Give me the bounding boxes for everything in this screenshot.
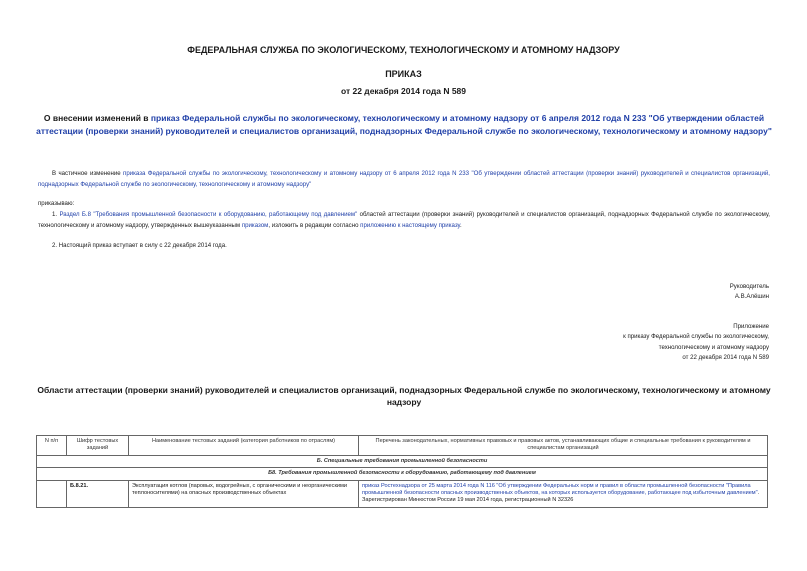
section-b-row xyxy=(37,455,768,467)
appendix-title: Области аттестации (проверки знаний) руководителей и специалистов организаций, поднадзорных Федеральной службе по экологическому, технологическому и атомному надзору xyxy=(37,385,771,407)
row-acts xyxy=(359,480,768,507)
signature-role: Руководитель xyxy=(729,283,769,290)
table-header-row xyxy=(37,436,768,456)
appendix-link[interactable]: приложению к настоящему приказу xyxy=(360,221,460,229)
item-1-text-2: , изложить в редакции согласно xyxy=(268,221,361,229)
paragraph-preamble xyxy=(38,169,770,190)
signature-name: А.В.Алёшин xyxy=(734,293,769,300)
section-b8-link[interactable]: Раздел Б.8 "Требования промышленной безопасности к оборудованию, работающему под давлением" xyxy=(59,211,358,218)
signature-block xyxy=(730,282,769,302)
preamble-prefix: В частичное изменение xyxy=(52,170,124,177)
appendix-line-2: к приказу Федеральной службы по экологическому, xyxy=(623,333,769,341)
header-num: N п/п xyxy=(37,436,67,456)
header-name: Наименование тестовых заданий (категория работников по отраслям) xyxy=(129,436,359,456)
title-order-link[interactable]: приказ Федеральной службы по экологическому, технологическому и атомному надзору от 6 апреля 2012 года N 233 "Об утверждении областей аттестации (проверки знаний) руководителей и специалистов организаций, поднадзорных Федеральной службе по экологическому, технологическому и атомному надзору" xyxy=(36,113,772,136)
section-b-label: Б. Специальные требования промышленной безопасности xyxy=(37,455,768,467)
row-num xyxy=(37,480,67,507)
row-act-rest: . Зарегистрирован Минюстом России 19 мая 2014 года, регистрационный N 32326 xyxy=(362,490,760,504)
appendix-line-3: технологическому и атомному надзору xyxy=(658,343,769,351)
row-act-link[interactable]: приказ Ростехнадзора от 25 марта 2014 года N 116 "Об утверждении Федеральных норм и правил в области промышленной безопасности "Правила промышленной безопасности опасных производственных объектов, на которых используется оборудование, работающее под избыточным давлением" xyxy=(362,482,758,497)
header-acts: Перечень законодательных, нормативных правовых и правовых актов, устанавливающих общие и специальные требования к руководителям и специалистам организаций xyxy=(359,436,768,456)
row-code: Б.8.21. xyxy=(67,480,129,507)
title-prefix: О внесении изменений в xyxy=(43,113,151,123)
paragraph-item-2: 2. Настоящий приказ вступает в силу с 22 декабря 2014 года. xyxy=(52,242,227,249)
item-1-end: . xyxy=(460,221,462,229)
item-1-text: областей аттестации (проверки знаний) руководителей и специалистов организаций, поднадзорных Федеральной службе по экологическому, технологическому и атомному надзору, утвержденных вышеуказанным xyxy=(38,211,770,229)
row-name: Эксплуатация котлов (паровых, водогрейных, с органическими и неорганическими теплоносителями) на опасных производственных объектах xyxy=(129,480,359,507)
appendix-line-4: от 22 декабря 2014 года N 589 xyxy=(682,353,769,361)
paragraph-item-1 xyxy=(38,210,770,231)
order-date-number: от 22 декабря 2014 года N 589 xyxy=(340,86,467,96)
paragraph-order-word: приказываю: xyxy=(38,200,75,207)
order-link[interactable]: приказом xyxy=(241,221,269,229)
appendix-line-1: Приложение xyxy=(733,323,769,330)
item-1-number: 1. xyxy=(52,211,60,218)
appendix-block xyxy=(623,322,769,363)
agency-title: ФЕДЕРАЛЬНАЯ СЛУЖБА ПО ЭКОЛОГИЧЕСКОМУ, ТЕХНОЛОГИЧЕСКОМУ И АТОМНОМУ НАДЗОРУ xyxy=(187,45,620,55)
header-code: Шифр тестовых заданий xyxy=(67,436,129,456)
attestation-table xyxy=(36,435,768,508)
section-b8-row xyxy=(37,468,768,480)
preamble-order-link[interactable]: приказа Федеральной службы по экологическому, технологическому и атомному надзору от 6 апреля 2012 года N 233 "Об утверждении областей аттестации (проверки знаний) руководителей и специалистов организаций, поднадзорных Федеральной службе по экологическому, технологическому и атомному надзору" xyxy=(38,170,770,188)
order-title xyxy=(28,112,780,137)
section-b8-label: Б8. Требования промышленной безопасности к оборудованию, работающему под давлением xyxy=(37,468,768,480)
document-type: ПРИКАЗ xyxy=(385,69,422,79)
table-row xyxy=(37,480,768,507)
